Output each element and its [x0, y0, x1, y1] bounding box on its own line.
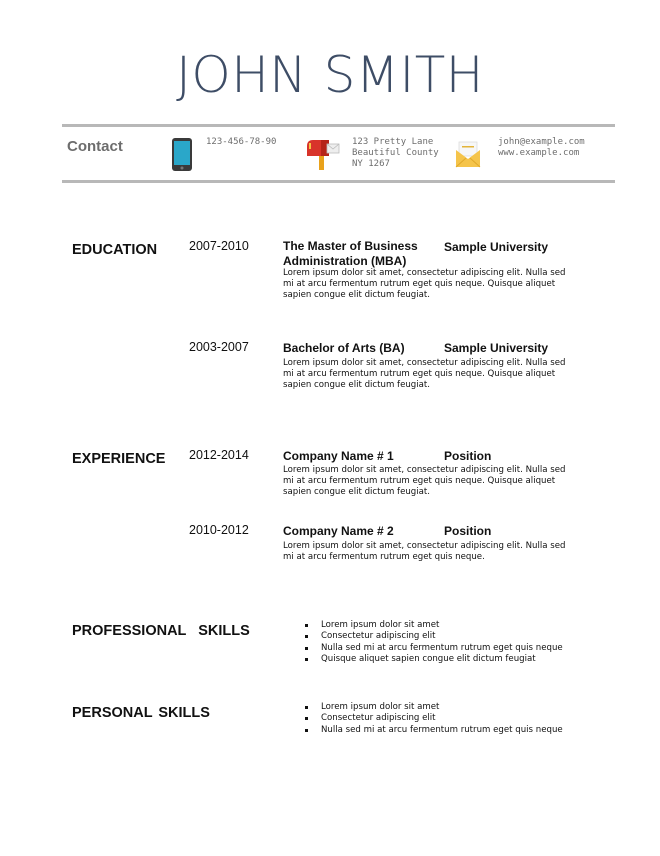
- contact-label: Contact: [67, 138, 123, 155]
- experience-years: 2010-2012: [189, 523, 249, 537]
- experience-company: Company Name # 2: [283, 524, 394, 538]
- education-years: 2003-2007: [189, 340, 249, 354]
- section-title-education: EDUCATION: [72, 242, 158, 258]
- resume-name: JOHN SMITH: [176, 46, 484, 104]
- list-item: Lorem ipsum dolor sit amet: [305, 702, 563, 713]
- list-item: Nulla sed mi at arcu fermentum rutrum eget quis neque: [305, 725, 563, 736]
- education-degree: Bachelor of Arts (BA): [283, 341, 405, 355]
- education-description: Lorem ipsum dolor sit amet, consectetur adipiscing elit. Nulla sed mi at arcu fermentum rutrum eget quis neque. Quisque aliquet sapien congue elit dictum feugiat.: [283, 268, 566, 301]
- experience-description: Lorem ipsum dolor sit amet, consectetur adipiscing elit. Nulla sed mi at arcu fermentum rutrum eget quis neque.: [283, 541, 566, 563]
- address-line-3: NY 1267: [352, 159, 390, 169]
- experience-years: 2012-2014: [189, 448, 249, 462]
- education-description: Lorem ipsum dolor sit amet, consectetur adipiscing elit. Nulla sed mi at arcu fermentum rutrum eget quis neque. Quisque aliquet sapien congue elit dictum feugiat.: [283, 358, 566, 391]
- experience-position: Position: [444, 524, 492, 538]
- experience-position: Position: [444, 449, 492, 463]
- education-degree: The Master of Business Administration (MBA): [283, 239, 418, 268]
- section-title-experience: EXPERIENCE: [72, 451, 166, 467]
- list-item: Nulla sed mi at arcu fermentum rutrum eget quis neque: [305, 643, 563, 654]
- envelope-icon: [455, 140, 481, 172]
- list-item: Lorem ipsum dolor sit amet: [305, 620, 563, 631]
- section-title-professional-skills: PROFESSIONAL SKILLS: [72, 623, 250, 639]
- education-school: Sample University: [444, 341, 549, 355]
- contact-address: [352, 137, 439, 170]
- list-item: Quisque aliquet sapien congue elit dictum feugiat: [305, 654, 563, 665]
- list-item: Consectetur adipiscing elit: [305, 631, 563, 642]
- contact-divider-bottom: [62, 180, 615, 183]
- experience-description: Lorem ipsum dolor sit amet, consectetur adipiscing elit. Nulla sed mi at arcu fermentum rutrum eget quis neque. Quisque aliquet sapien congue elit dictum feugiat.: [283, 465, 566, 498]
- contact-web: [498, 137, 585, 159]
- contact-divider-top: [62, 124, 615, 127]
- professional-skills-list: [305, 620, 563, 665]
- phone-icon: [171, 137, 193, 176]
- address-line-1: 123 Pretty Lane: [352, 137, 434, 147]
- list-item: Consectetur adipiscing elit: [305, 713, 563, 724]
- experience-company: Company Name # 1: [283, 449, 394, 463]
- address-line-2: Beautiful County: [352, 148, 439, 158]
- education-years: 2007-2010: [189, 239, 249, 253]
- contact-phone: 123-456-78-90: [206, 137, 277, 147]
- mailbox-icon: [305, 138, 341, 175]
- contact-website: www.example.com: [498, 148, 580, 158]
- personal-skills-list: [305, 702, 563, 736]
- section-title-personal-skills: PERSONAL SKILLS: [72, 705, 210, 721]
- contact-email: john@example.com: [498, 137, 585, 147]
- education-school: Sample University: [444, 240, 549, 254]
